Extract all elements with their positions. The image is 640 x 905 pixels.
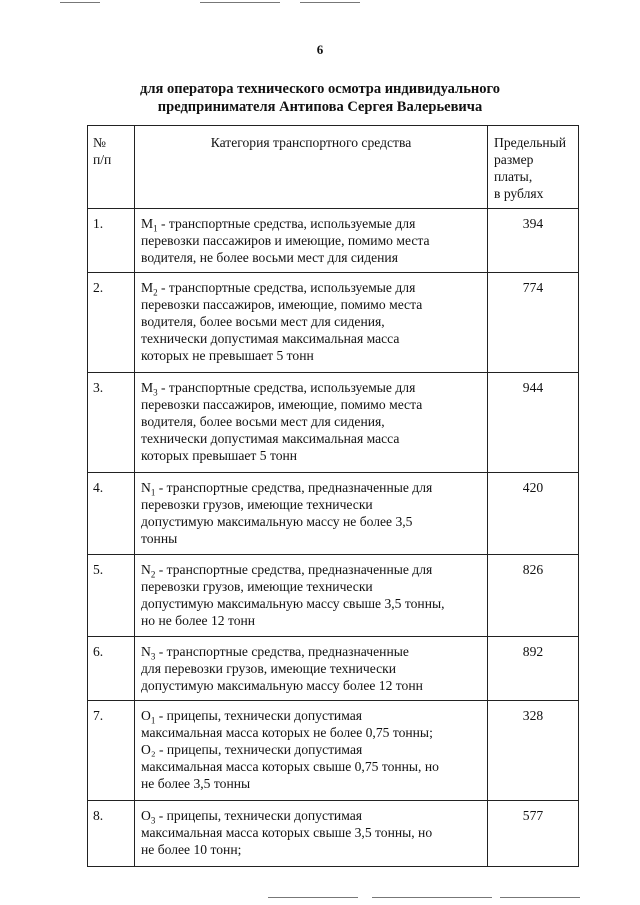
category-text: - транспортные средства, используемые для [157,380,416,395]
row-fee: 826 [488,555,579,637]
row-fee: 394 [488,209,579,273]
category-line [141,643,481,660]
vehicle-category-code: N [141,644,151,659]
category-text: - транспортные средства, используемые для [157,280,416,295]
category-line: тонны [141,531,178,546]
row-number: 3. [88,373,135,473]
vehicle-category-code: O [141,708,151,723]
row-number: 6. [88,637,135,701]
table-row [88,373,579,473]
category-text: - прицепы, технически допустимая [155,808,363,823]
category-line: не более 3,5 тонны [141,776,251,791]
header-number [88,126,135,209]
header-fee-line-1: Предельный [494,135,567,150]
category-line: максимальная масса которых свыше 3,5 тонны, но [141,825,433,840]
row-fee: 577 [488,801,579,867]
table-row [88,555,579,637]
category-line: перевозки пассажиров и имеющие, помимо места [141,233,430,248]
category-line [141,379,481,396]
table-header-row [88,126,579,209]
row-category [135,801,488,867]
vehicle-category-code: N [141,562,151,577]
category-line: технически допустимая максимальная масса [141,431,400,446]
table-body [88,209,579,867]
vehicle-category-index: 1 [153,223,158,234]
category-line: перевозки грузов, имеющие технически [141,579,373,594]
table-row [88,637,579,701]
category-line: допустимую максимальную массу не более 3,5 [141,514,413,529]
vehicle-category-code: N [141,480,151,495]
category-line: перевозки пассажиров, имеющие, помимо места [141,397,423,412]
category-line [141,561,481,578]
table-row [88,473,579,555]
category-line: водителя, более восьми мест для сидения, [141,414,385,429]
row-fee: 420 [488,473,579,555]
vehicle-category-code: M [141,280,154,295]
header-number-symbol: № [93,135,106,150]
vehicle-category-index: 1 [150,715,156,726]
page-number: 6 [316,42,324,57]
category-line: но не более 12 тонн [141,613,256,628]
row-category [135,273,488,373]
header-fee-line-3: в рублях [494,186,544,201]
vehicle-category-code: M [141,380,154,395]
vehicle-category-index: 2 [153,287,158,298]
category-text: - прицепы, технически допустимая [155,708,363,723]
category-line [141,807,481,824]
fee-table [87,125,579,867]
vehicle-category-code: M [141,216,154,231]
category-line: водителя, более восьми мест для сидения, [141,314,385,329]
category-line: не более 10 тонн; [141,842,242,857]
category-line [141,479,481,496]
row-category [135,555,488,637]
category-line [141,279,481,296]
row-number: 2. [88,273,135,373]
category-line: допустимую максимальную массу свыше 3,5 тонны, [141,596,445,611]
row-fee: 892 [488,637,579,701]
category-line: технически допустимая максимальная масса [141,331,400,346]
category-line [141,707,481,724]
title-line-2: предпринимателя Антипова Сергея Валерьевича [157,99,483,115]
vehicle-category-index: 3 [150,651,156,662]
category-line: перевозки пассажиров, имеющие, помимо места [141,297,423,312]
vehicle-category-index: 3 [150,815,156,826]
table-row [88,801,579,867]
row-category [135,209,488,273]
vehicle-category-index: 2 [150,569,156,580]
vehicle-category-code: O [141,808,151,823]
table-row [88,209,579,273]
table-row [88,701,579,801]
category-line: которых не превышает 5 тонн [141,348,314,363]
row-category [135,473,488,555]
category-line: которых превышает 5 тонн [141,448,298,463]
category-line [141,215,481,232]
header-category: Категория транспортного средства [135,126,488,209]
category-line: водителя, не более восьми мест для сидения [141,250,398,265]
category-line: перевозки грузов, имеющие технически [141,497,373,512]
header-fee-line-2: размер платы, [494,152,534,184]
scan-bottom-edge [0,897,640,899]
header-fee [488,126,579,209]
category-line: максимальная масса которых не более 0,75 тонны; [141,725,433,740]
category-text: - транспортные средства, предназначенные для [155,562,433,577]
title-line-1: для оператора технического осмотра индивидуального [140,81,500,97]
row-number: 4. [88,473,135,555]
row-number: 1. [88,209,135,273]
category-line: O₂ - прицепы, технически допустимая [141,742,363,757]
category-line: максимальная масса которых свыше 0,75 тонны, но [141,759,439,774]
category-text: - транспортные средства, предназначенные для [155,480,433,495]
row-category [135,701,488,801]
scan-top-edge [0,2,640,4]
vehicle-category-index: 1 [150,487,156,498]
category-text: - транспортные средства, используемые для [157,216,416,231]
vehicle-category-index: 3 [153,387,158,398]
row-number: 8. [88,801,135,867]
row-fee: 944 [488,373,579,473]
category-line: для перевозки грузов, имеющие технически [141,661,397,676]
table-row [88,273,579,373]
row-fee: 328 [488,701,579,801]
row-number: 7. [88,701,135,801]
category-line: допустимую максимальную массу более 12 тонн [141,678,423,693]
header-number-label: п/п [93,152,112,167]
row-number: 5. [88,555,135,637]
row-category [135,373,488,473]
row-fee: 774 [488,273,579,373]
category-text: - транспортные средства, предназначенные [155,644,409,659]
row-category [135,637,488,701]
document-title [60,80,580,116]
